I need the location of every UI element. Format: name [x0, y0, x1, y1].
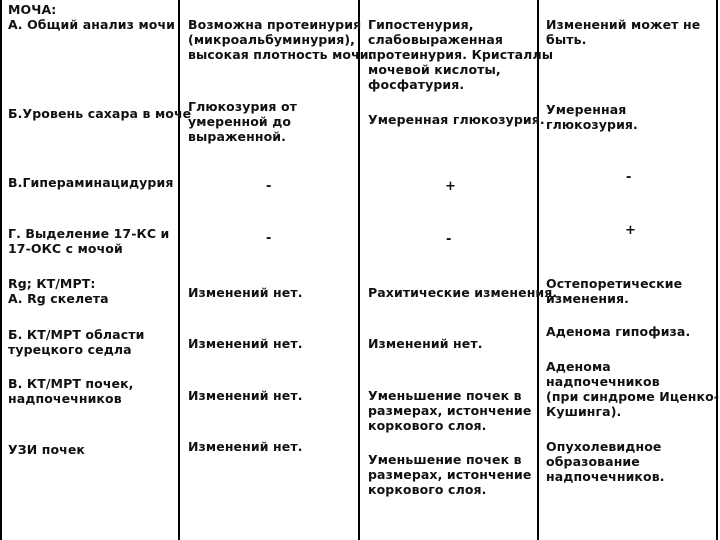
row-urine-sugar-col3: Умеренная глюкозурия. [546, 102, 638, 132]
row-urinalysis-col2: Гипостенурия, слабовыраженная протеинурия. Кристаллы мочевой кислоты, фосфатурия. [368, 17, 554, 92]
row-kidney-ultrasound-col1: Изменений нет. [188, 439, 303, 454]
row-urinalysis-col3: Изменений может не быть. [546, 17, 701, 47]
row-hyperaminoaciduria-col1: - [266, 179, 272, 194]
row-kidney-ultrasound-col3: Опухолевидное образование надпочечников. [546, 439, 665, 484]
row-kidney-ct-col3: Аденома надпочечников (при синдроме Иценко- Кушинга). [546, 359, 720, 419]
table-border-right [716, 0, 718, 540]
row-label-17ks: Г. Выделение 17-КС и 17-ОКС с мочой [8, 226, 170, 256]
row-17ks-col3: + [625, 223, 636, 238]
column-divider-2 [358, 0, 360, 540]
row-skeleton-xray-col3: Остепоретические изменения. [546, 276, 683, 306]
row-sella-ct-col2: Изменений нет. [368, 336, 483, 351]
row-kidney-ct-col1: Изменений нет. [188, 388, 303, 403]
row-kidney-ultrasound-col2: Уменьшение почек в размерах, истончение коркового слоя. [368, 452, 532, 497]
row-urinalysis-col1: Возможна протеинурия (микроальбуминурия), высокая плотность мочи. [188, 17, 374, 62]
row-sella-ct-col3: Аденома гипофиза. [546, 324, 691, 339]
row-17ks-col2: - [446, 232, 452, 247]
row-hyperaminoaciduria-col2: + [445, 179, 456, 194]
row-urine-sugar-col2: Умеренная глюкозурия. [368, 112, 545, 127]
row-label-skeleton-xray: Rg; КТ/МРТ: А. Rg скелета [8, 276, 109, 306]
row-label-urinalysis: А. Общий анализ мочи [8, 17, 175, 32]
section-title-urine: МОЧА: [8, 2, 57, 17]
row-hyperaminoaciduria-col3: - [626, 170, 632, 185]
row-label-kidney-ultrasound: УЗИ почек [8, 442, 85, 457]
column-divider-1 [178, 0, 180, 540]
table-border-left [0, 0, 2, 540]
row-skeleton-xray-col1: Изменений нет. [188, 285, 303, 300]
row-label-urine-sugar: Б.Уровень сахара в моче [8, 106, 192, 121]
row-label-kidney-ct: В. КТ/МРТ почек, надпочечников [8, 376, 134, 406]
row-kidney-ct-col2: Уменьшение почек в размерах, истончение коркового слоя. [368, 388, 532, 433]
row-label-hyperaminoaciduria: В.Гипераминацидурия [8, 175, 174, 190]
row-17ks-col1: - [266, 231, 272, 246]
row-sella-ct-col1: Изменений нет. [188, 336, 303, 351]
row-label-sella-ct: Б. КТ/МРТ области турецкого седла [8, 327, 145, 357]
row-urine-sugar-col1: Глюкозурия от умеренной до выраженной. [188, 99, 297, 144]
row-skeleton-xray-col2: Рахитические изменения. [368, 285, 558, 300]
